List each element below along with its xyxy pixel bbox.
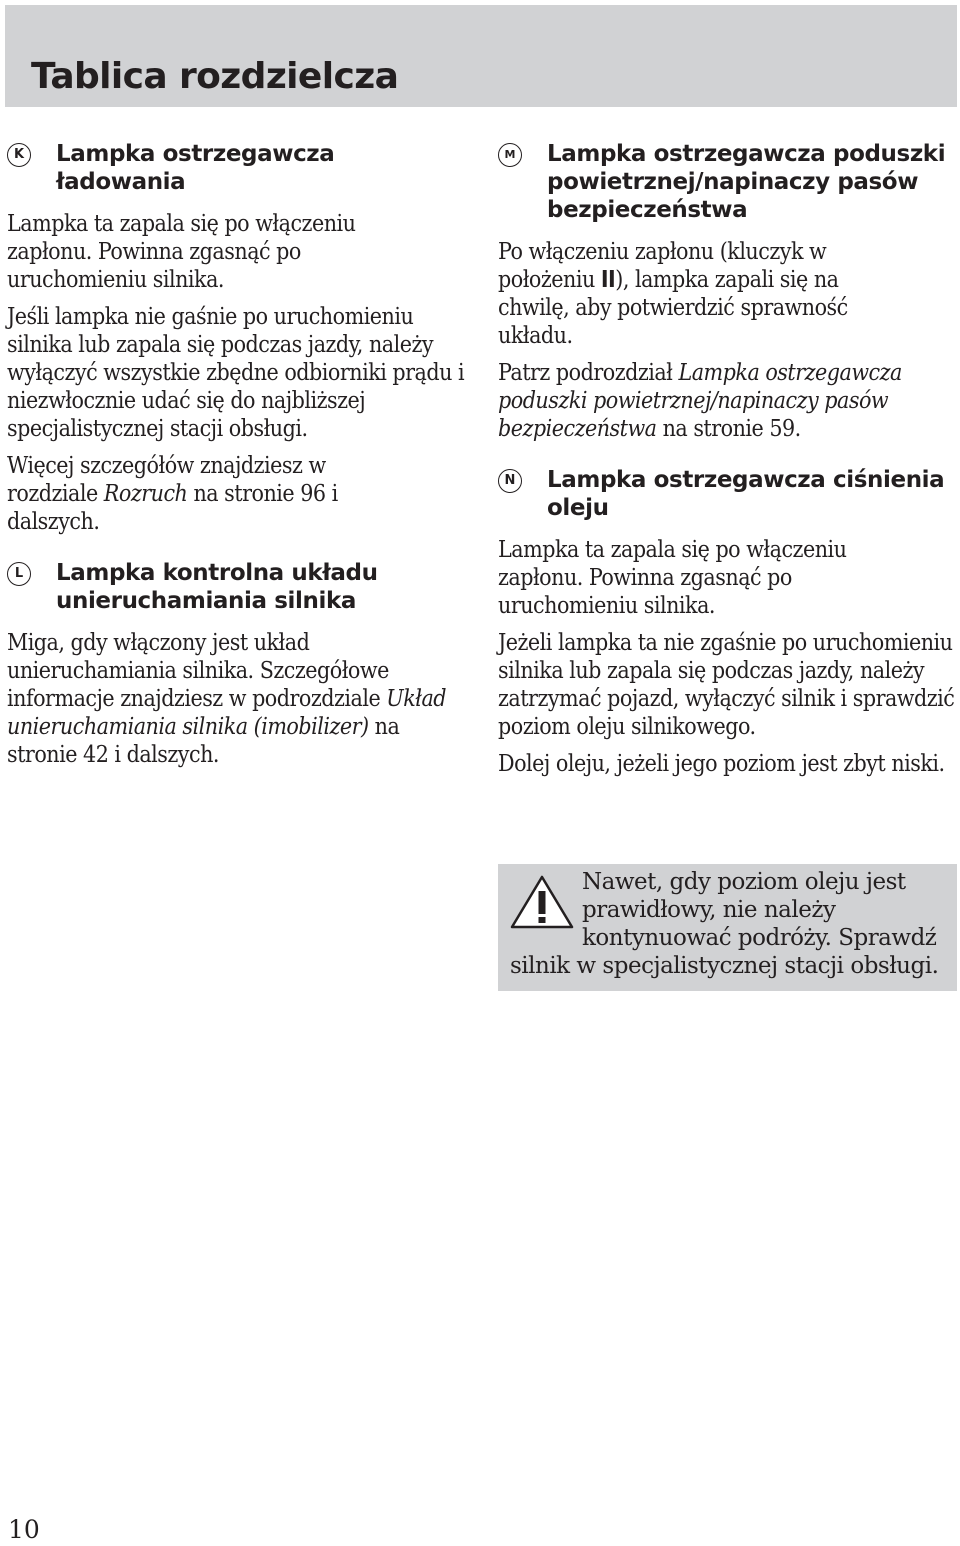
section-n — [498, 466, 956, 778]
section-k-p3-text-b: na stronie 96 i dalszych. — [7, 481, 338, 535]
section-l-p1-text-a: Miga, gdy włączony jest układ unieruchamiania silnika. Szczegółowe informacje znajdziesz w podrozdziale — [7, 630, 389, 712]
section-n-paragraph-3: Dolej oleju, jeżeli jego poziom jest zbyt niski. — [498, 751, 945, 777]
section-k-paragraph-2: Jeśli lampka nie gaśnie po uruchomieniu silnika lub zapala się podczas jazdy, należy wyłączyć wszystkie zbędne odbiorniki prądu i niezwłocznie udać się do najbliższej specjalistycznej stacji obsługi. — [7, 304, 465, 442]
section-l-title: Lampka kontrolna układu unieruchamiania silnika — [56, 560, 378, 614]
section-n-heading — [498, 466, 956, 522]
section-l-p1-italic: Układ unieruchamiania silnika (imobilizer) — [7, 686, 447, 740]
section-m-title: Lampka ostrzegawcza poduszki powietrznej/napinaczy pasów bezpieczeństwa — [547, 141, 946, 223]
section-l — [7, 559, 469, 769]
section-m-p2-text-b: na stronie 59. — [656, 416, 801, 442]
section-k-paragraph-3 — [7, 452, 387, 536]
section-l-p1-text-b: na stronie 42 i dalszych. — [7, 714, 400, 768]
section-m-p1-text-b: ), lampka zapali się na chwilę, aby potwierdzić sprawność układu. — [498, 267, 848, 349]
section-k-paragraph-1: Lampka ta zapala się po włączeniu zapłonu. Powinna zgasnąć po uruchomieniu silnika. — [7, 211, 356, 293]
section-l-paragraph-1 — [7, 629, 447, 769]
section-m-p2-text-a: Patrz podrozdział — [498, 360, 679, 386]
section-m-p2-italic: Lampka ostrzegawcza poduszki powietrznej/napinaczy pasów bezpieczeństwa — [498, 360, 902, 442]
section-n-paragraph-1: Lampka ta zapala się po włączeniu zapłonu. Powinna zgasnąć po uruchomieniu silnika. — [498, 537, 847, 619]
page-number: 10 — [8, 1515, 40, 1544]
section-m — [498, 140, 956, 443]
warning-triangle-icon — [510, 874, 574, 930]
section-l-heading — [7, 559, 469, 615]
section-l-marker: L — [7, 562, 31, 586]
section-m-p1-text-a: Po włączeniu zapłonu (kluczyk w położeniu — [498, 239, 827, 293]
section-k-p3-text-a: Więcej szczegółów znajdziesz w rozdziale — [7, 453, 326, 507]
section-m-p1-bold: II — [600, 267, 616, 293]
section-n-marker: N — [498, 469, 522, 493]
page-header — [5, 5, 957, 107]
left-column — [7, 140, 469, 778]
section-m-marker: M — [498, 143, 522, 167]
right-column — [498, 140, 956, 787]
page-title: Tablica rozdzielcza — [31, 56, 399, 97]
section-m-paragraph-1 — [498, 238, 898, 350]
section-k-heading — [7, 140, 469, 196]
section-n-title: Lampka ostrzegawcza ciśnienia oleju — [547, 467, 945, 521]
section-k-marker: K — [7, 143, 31, 167]
warning-text: Nawet, gdy poziom oleju jest prawidłowy, nie należy kontynuować podróży. Sprawdź silnik w specjalistycznej stacji obsługi. — [510, 869, 939, 979]
section-n-paragraph-2: Jeżeli lampka ta nie zgaśnie po uruchomieniu silnika lub zapala się podczas jazdy, należy zatrzymać pojazd, wyłączyć silnik i sprawdzić poziom oleju silnikowego. — [498, 630, 955, 740]
section-m-paragraph-2 — [498, 359, 948, 443]
section-k — [7, 140, 469, 536]
warning-box — [498, 864, 957, 991]
section-k-title: Lampka ostrzegawcza ładowania — [56, 141, 335, 195]
section-m-heading — [498, 140, 956, 224]
section-k-p3-italic: Rozruch — [103, 481, 188, 507]
